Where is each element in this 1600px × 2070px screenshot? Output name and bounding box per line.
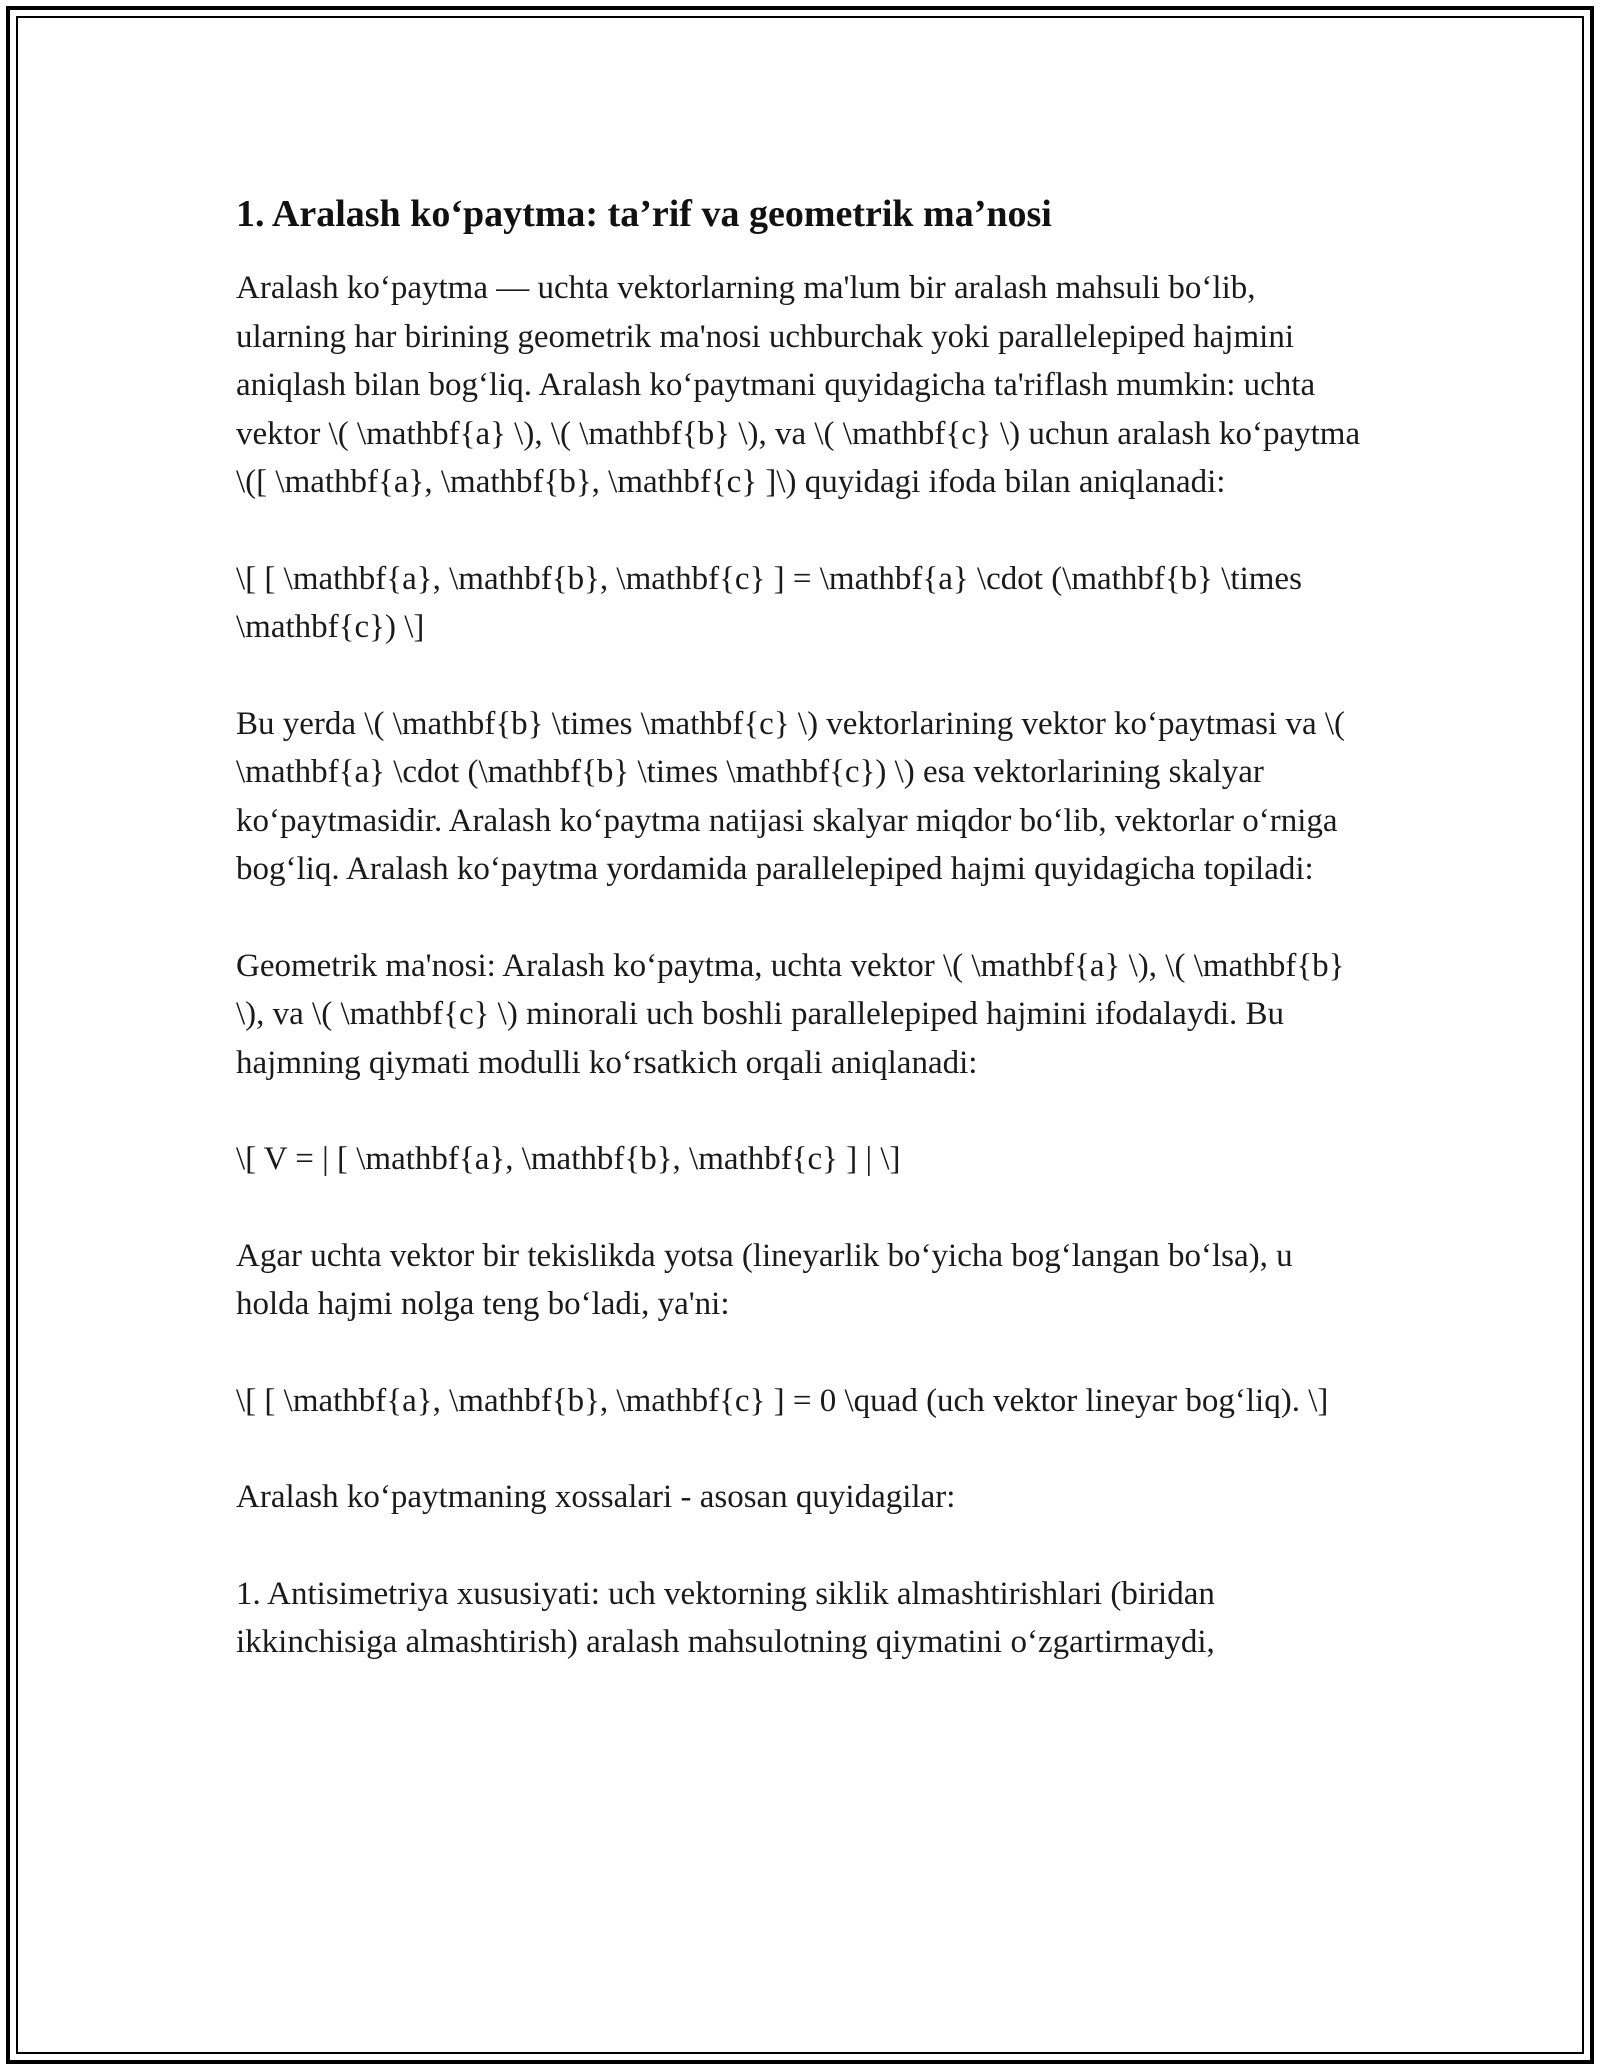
paragraph-properties-intro: Aralash ko‘paytmaning xossalari - asosan quyidagilar: xyxy=(236,1479,956,1515)
paragraph-definition: Aralash ko‘paytma — uchta vektorlarning ma'lum bir aralash mahsuli bo‘lib, ularning har birining geometrik ma'nosi uchburchak yoki parallelepiped hajmini aniqlash bilan bog‘liq. Aralash ko‘paytmani quyidagicha ta'riflash mumkin: uchta vektor \( \mathbf{a} \), \( \mathbf{b} \), va \( \mathbf{c} \) uchun aralash ko‘paytma \([ \mathbf{a}, \mathbf{b}, \mathbf{c} ]\) quyidagi ifoda bilan aniqlanadi: xyxy=(236,270,1361,500)
section-heading: 1. Aralash ko‘paytma: ta’rif va geometrik ma’nosi xyxy=(236,193,1052,235)
formula-mixed-product: \[ [ \mathbf{a}, \mathbf{b}, \mathbf{c} ] = \mathbf{a} \cdot (\mathbf{b} \times \mathbf{c}) \] xyxy=(236,560,1302,645)
list-item-antisymmetry: 1. Antisimetriya xususiyati: uch vektorning siklik almashtirishlari (biridan ikkinchisiga almashtirish) aralash mahsulotning qiymatini o‘zgartirmaydi, xyxy=(236,1575,1215,1660)
paragraph-geometric-meaning: Geometrik ma'nosi: Aralash ko‘paytma, uchta vektor \( \mathbf{a} \), \( \mathbf{b} \), va \( \mathbf{c} \) minorali uch boshli parallelepiped hajmini ifodalaydi. Bu hajmning qiymati modulli ko‘rsatkich orqali aniqlanadi: xyxy=(236,947,1345,1081)
paragraph-explanation: Bu yerda \( \mathbf{b} \times \mathbf{c} \) vektorlarining vektor ko‘paytmasi va \( \mathbf{a} \cdot (\mathbf{b} \times \mathbf{c}) \) esa vektorlarining skalyar ko‘paytmasidir. Aralash ko‘paytma natijasi skalyar miqdor bo‘lib, vektorlar o‘rniga bog‘liq. Aralash ko‘paytma yordamida parallelepiped hajmi quyidagicha topiladi: xyxy=(236,705,1345,887)
paragraph-coplanar: Agar uchta vektor bir tekislikda yotsa (lineyarlik bo‘yicha bog‘langan bo‘lsa), u holda hajmi nolga teng bo‘ladi, ya'ni: xyxy=(236,1237,1293,1322)
document-content xyxy=(236,186,1366,1715)
formula-zero: \[ [ \mathbf{a}, \mathbf{b}, \mathbf{c} ] = 0 \quad (uch vektor lineyar bog‘liq). \] xyxy=(236,1382,1329,1419)
formula-volume: \[ V = | [ \mathbf{a}, \mathbf{b}, \mathbf{c} ] | \] xyxy=(236,1141,901,1177)
